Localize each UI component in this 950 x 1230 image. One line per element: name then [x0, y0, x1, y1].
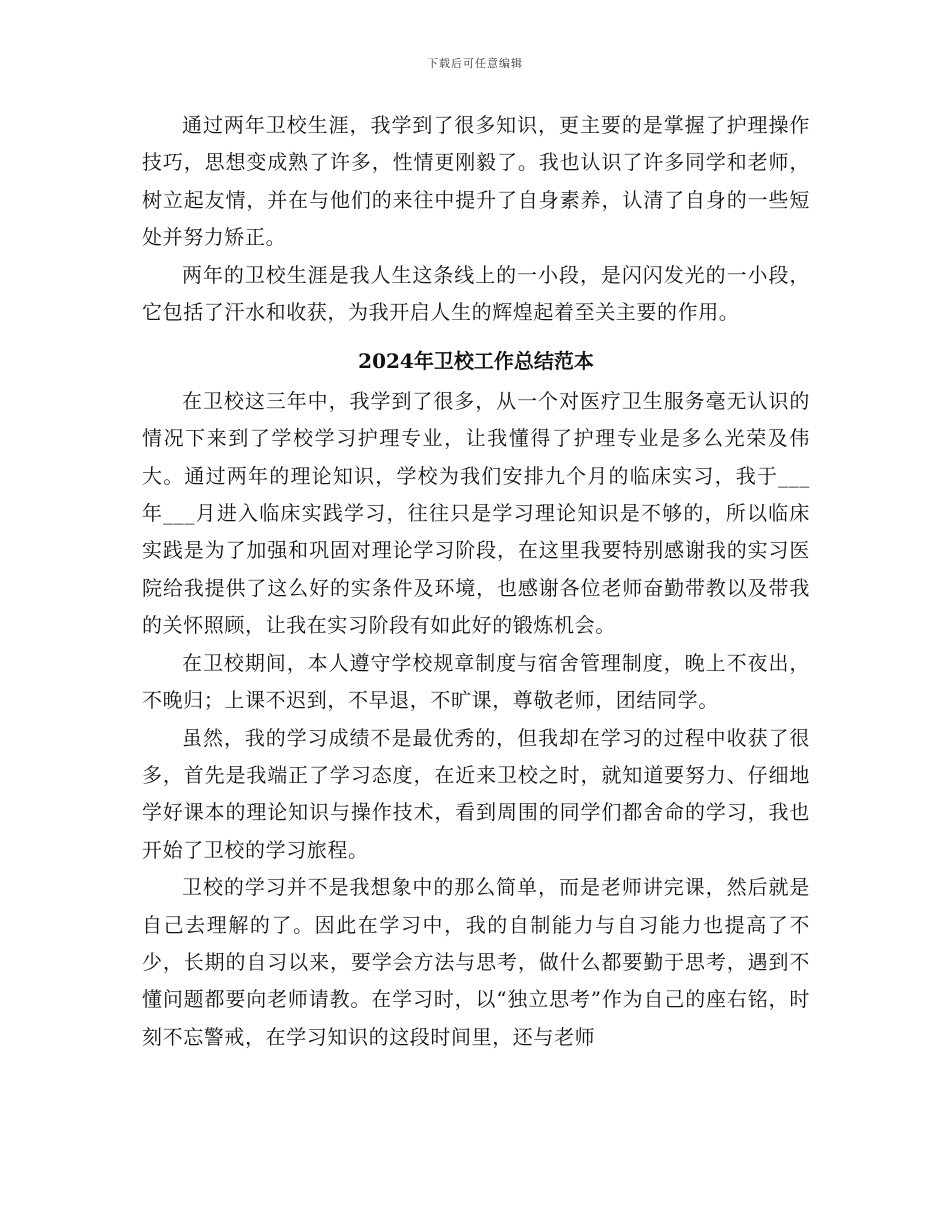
body-paragraph-4: 卫校的学习并不是我想象中的那么简单，而是老师讲完课，然后就是自己去理解的了。因此在学习中，我的自制能力与自习能力也提高了不少，长期的自习以来，要学会方法与思考，做什么都要勤于思考，遇到不懂问题都要向老师请教。在学习时，以“独立思考”作为自己的座右铭，时刻不忘警戒，在学习知识的这段时间里，还与老师: [142, 875, 810, 1049]
page-header-note: 下载后可任意编辑: [427, 57, 523, 70]
intro-paragraph-2: 两年的卫校生涯是我人生这条线上的一小段，是闪闪发光的一小段，它包括了汗水和收获，为我开启人生的辉煌起着至关主要的作用。: [142, 262, 810, 325]
document-body: [142, 107, 810, 1056]
intro-paragraph-1: 通过两年卫校生涯，我学到了很多知识，更主要的是掌握了护理操作技巧，思想变成熟了许多，性情更刚毅了。我也认识了许多同学和老师，树立起友情，并在与他们的来往中提升了自身素养，认清了自身的一些短处并努力矫正。: [142, 113, 810, 250]
body-paragraph-3: 虽然，我的学习成绩不是最优秀的，但我却在学习的过程中收获了很多，首先是我端正了学习态度，在近来卫校之时，就知道要努力、仔细地学好课本的理论知识与操作技术，看到周围的同学们都舍命的学习，我也开始了卫校的学习旅程。: [142, 725, 810, 862]
document-title: 2024年卫校工作总结范本: [358, 349, 594, 374]
body-paragraph-2: 在卫校期间，本人遵守学校规章制度与宿舍管理制度，晚上不夜出，不晚归；上课不迟到，不早退，不旷课，尊敬老师，团结同学。: [142, 650, 810, 713]
body-paragraph-1: 在卫校这三年中，我学到了很多，从一个对医疗卫生服务毫无认识的情况下来到了学校学习护理专业，让我懂得了护理专业是多么光荣及伟大。通过两年的理论知识，学校为我们安排九个月的临床实习，我于___年___月进入临床实践学习，往往只是学习理论知识是不够的，所以临床实践是为了加强和巩固对理论学习阶段，在这里我要特别感谢我的实习医院给我提供了这么好的实条件及环境，也感谢各位老师奋勤带教以及带我的关怀照顾，让我在实习阶段有如此好的锻炼机会。: [142, 388, 810, 638]
